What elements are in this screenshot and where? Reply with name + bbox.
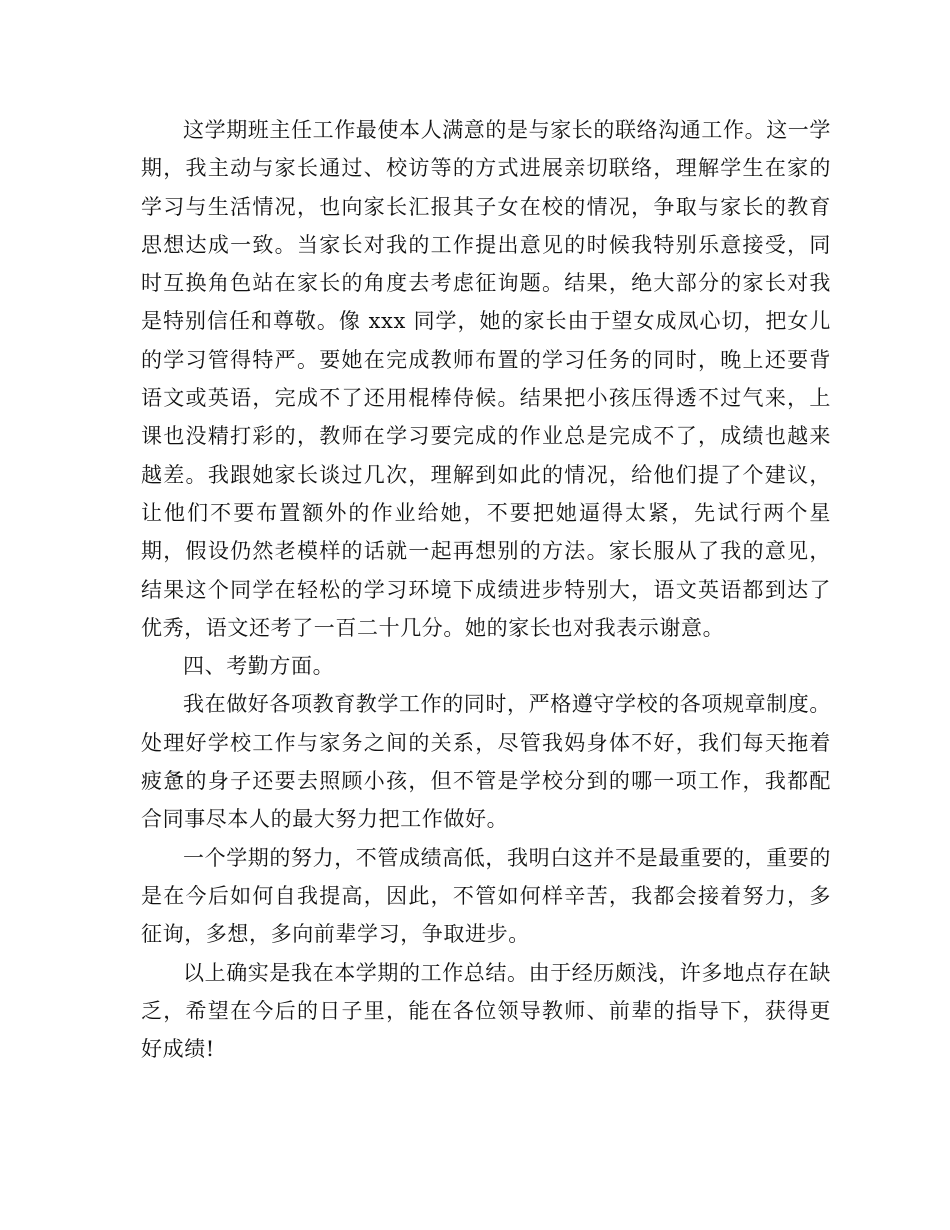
paragraph-parent-communication: 这学期班主任工作最使本人满意的是与家长的联络沟通工作。这一学期，我主动与家长通过、校访等的方式进展亲切联络，理解学生在家的学习与生活情况，也向家长汇报其子女在校的情况，争取与家长的教育思想达成一致。当家长对我的工作提出意见的时候我特别乐意接受，同时互换角色站在家长的角度去考虑征询题。结果，绝大部分的家长对我是特别信任和尊敬。像 xxx 同学，她的家长由于望女成凤心切，把女儿的学习管得特严。要她在完成教师布置的学习任务的同时，晚上还要背语文或英语，完成不了还用棍棒侍候。结果把小孩压得透不过气来，上课也没精打彩的，教师在学习要完成的作业总是完成不了，成绩也越来越差。我跟她家长谈过几次，理解到如此的情况，给他们提了个建议，让他们不要布置额外的作业给她，不要把她逼得太紧，先试行两个星期，假设仍然老模样的话就一起再想别的方法。家长服从了我的意见，结果这个同学在轻松的学习环境下成绩进步特别大，语文英语都到达了优秀，语文还考了一百二十几分。她的家长也对我表示谢意。 (141, 118, 831, 640)
paragraph-conclusion: 以上确实是我在本学期的工作总结。由于经历颇浅，许多地点存在缺乏，希望在今后的日子里，能在各位领导教师、前辈的指导下，获得更好成绩! (141, 960, 831, 1062)
paragraph-attendance: 我在做好各项教育教学工作的同时，严格遵守学校的各项规章制度。处理好学校工作与家务之间的关系，尽管我妈身体不好，我们每天拖着疲惫的身子还要去照顾小孩，但不管是学校分到的哪一项工作，我都配合同事尽本人的最大努力把工作做好。 (141, 692, 831, 832)
section-heading-attendance: 四、考勤方面。 (183, 654, 335, 679)
document-body (141, 111, 831, 1068)
paragraph-semester-effort: 一个学期的努力，不管成绩高低，我明白这并不是最重要的，重要的是在今后如何自我提高，因此，不管如何样辛苦，我都会接着努力，多征询，多想，多向前辈学习，争取进步。 (141, 845, 831, 947)
